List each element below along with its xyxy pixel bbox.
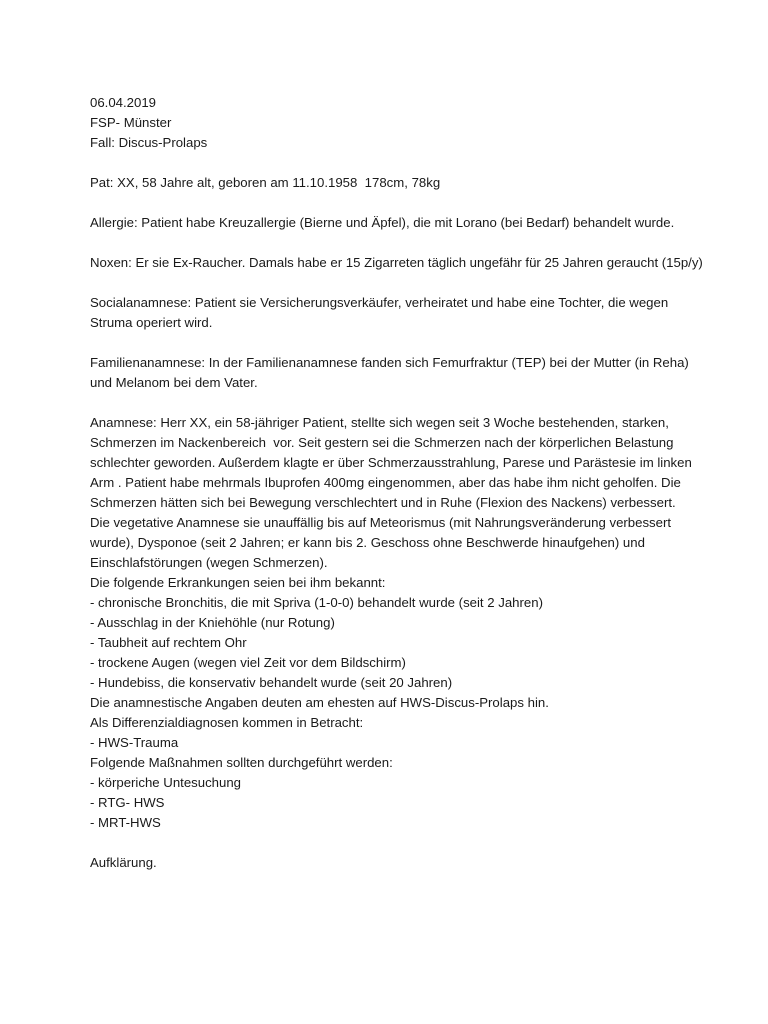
anamnesis-line: Schmerzen hätten sich bei Bewegung verschlechtert und in Ruhe (Flexion des Nackens) verbessert. bbox=[90, 495, 676, 510]
measures-list-item: - RTG- HWS bbox=[90, 795, 165, 810]
case-title: Fall: Discus-Prolaps bbox=[90, 135, 208, 150]
vegetative-anamnesis-line: wurde), Dysponoe (seit 2 Jahren; er kann bis 2. Geschoss ohne Beschwerde hinaufgehen) und bbox=[90, 535, 645, 550]
patient-line: Pat: XX, 58 Jahre alt, geboren am 11.10.1958 178cm, 78kg bbox=[90, 175, 441, 190]
vegetative-anamnesis-line: Die vegetative Anamnese sie unauffällig bis auf Meteorismus (mit Nahrungsveränderung verbessert bbox=[90, 515, 672, 530]
spacer bbox=[90, 333, 690, 353]
anamnesis-line: schlechter geworden. Außerdem klagte er über Schmerzausstrahlung, Parese und Parästesie im linken bbox=[90, 455, 692, 470]
vegetative-anamnesis-line: Einschlafstörungen (wegen Schmerzen). bbox=[90, 555, 328, 570]
family-history-line: und Melanom bei dem Vater. bbox=[90, 375, 258, 390]
condition-list-item: - chronische Bronchitis, die mit Spriva (1-0-0) behandelt wurde (seit 2 Jahren) bbox=[90, 595, 543, 610]
spacer bbox=[90, 273, 690, 293]
date-line: 06.04.2019 bbox=[90, 95, 157, 110]
anamnesis-line: Anamnese: Herr XX, ein 58-jähriger Patient, stellte sich wegen seit 3 Woche bestehenden, starken, bbox=[90, 415, 669, 430]
spacer bbox=[90, 193, 690, 213]
differential-list-item: - HWS-Trauma bbox=[90, 735, 179, 750]
social-history-line: Socialanamnese: Patient sie Versicherungsverkäufer, verheiratet und habe eine Tochter, die wegen bbox=[90, 295, 669, 310]
anamnesis-line: Arm . Patient habe mehrmals Ibuprofen 400mg eingenommen, aber das habe ihm nicht geholfen. Die bbox=[90, 475, 681, 490]
measures-list-item: - körperiche Untesuchung bbox=[90, 775, 242, 790]
condition-list-item: - trockene Augen (wegen viel Zeit vor dem Bildschirm) bbox=[90, 655, 406, 670]
spacer bbox=[90, 153, 690, 173]
differential-heading: Als Differenzialdiagnosen kommen in Betracht: bbox=[90, 715, 364, 730]
social-history-line: Struma operiert wird. bbox=[90, 315, 213, 330]
condition-list-item: - Hundebiss, die konservativ behandelt wurde (seit 20 Jahren) bbox=[90, 675, 453, 690]
closing-line: Aufklärung. bbox=[90, 855, 157, 870]
measures-list-item: - MRT-HWS bbox=[90, 815, 161, 830]
known-conditions-heading: Die folgende Erkrankungen seien bei ihm bekannt: bbox=[90, 575, 386, 590]
noxen-paragraph: Noxen: Er sie Ex-Raucher. Damals habe er 15 Zigarreten täglich ungefähr für 25 Jahren geraucht (15p/y) bbox=[90, 255, 703, 270]
spacer bbox=[90, 393, 690, 413]
condition-list-item: - Taubheit auf rechtem Ohr bbox=[90, 635, 247, 650]
family-history-line: Familienanamnese: In der Familienanamnese fanden sich Femurfraktur (TEP) bei der Mutter (in Reha) bbox=[90, 355, 689, 370]
spacer bbox=[90, 833, 690, 853]
anamnesis-line: Schmerzen im Nackenbereich vor. Seit gestern sei die Schmerzen nach der körperlichen Belastung bbox=[90, 435, 674, 450]
spacer bbox=[90, 233, 690, 253]
condition-list-item: - Ausschlag in der Kniehöhle (nur Rotung) bbox=[90, 615, 335, 630]
document-page bbox=[90, 93, 703, 873]
allergy-paragraph: Allergie: Patient habe Kreuzallergie (Bierne und Äpfel), die mit Lorano (bei Bedarf) behandelt wurde. bbox=[90, 215, 675, 230]
measures-heading: Folgende Maßnahmen sollten durchgeführt werden: bbox=[90, 755, 393, 770]
location-line: FSP- Münster bbox=[90, 115, 172, 130]
diagnosis-line: Die anamnestische Angaben deuten am ehesten auf HWS-Discus-Prolaps hin. bbox=[90, 695, 549, 710]
